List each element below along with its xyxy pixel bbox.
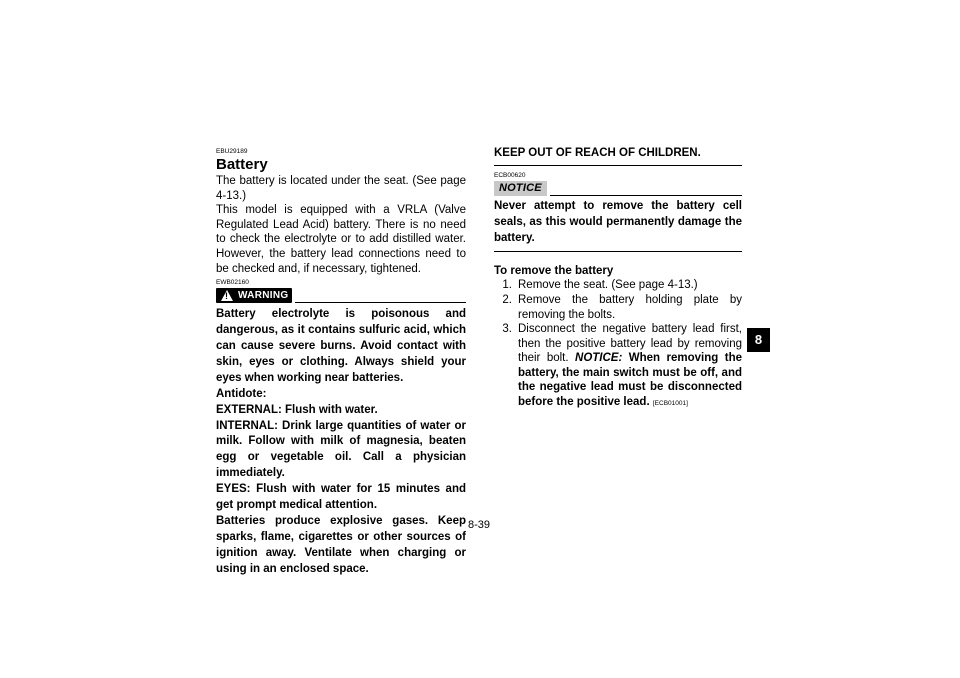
step3-ref-code: [ECB01001]	[652, 400, 688, 408]
notice-rule	[550, 195, 742, 196]
right-column	[494, 146, 742, 412]
warning-label: WARNING	[238, 290, 289, 302]
notice-badge: NOTICE	[494, 181, 547, 196]
notice-text: Never attempt to remove the battery cell seals, as this would permanently damage the battery.	[494, 200, 742, 244]
keep-out-warning: KEEP OUT OF REACH OF CHILDREN.	[494, 146, 742, 166]
chapter-tab: 8	[747, 328, 770, 352]
list-item: 3. Disconnect the negative battery lead first, then the positive battery lead by removing their bolt. NOTICE: When removing the battery, the main switch must be off, and the negative lead must be disconnected before the positive lead. [ECB01001]	[502, 323, 743, 409]
page-number: 8-39	[468, 519, 491, 531]
list-item: 1. Remove the seat. (See page 4-13.)	[502, 279, 698, 292]
notice-header	[494, 181, 742, 196]
remove-battery-title: To remove the battery	[494, 264, 614, 277]
left-column	[216, 148, 466, 578]
warning-code: EWB02160	[216, 279, 249, 287]
external-antidote: EXTERNAL: Flush with water.	[216, 403, 378, 416]
warning-badge	[216, 288, 292, 303]
section-code: EBU29189	[216, 148, 248, 155]
step3-notice: NOTICE: When removing the battery, the main switch must be off, and the negative lead must be disconnected before the positive lead.	[518, 352, 743, 409]
notice-code: ECB00620	[494, 172, 526, 179]
warning-header	[216, 288, 466, 303]
location-paragraph: The battery is located under the seat. (See page 4-13.)	[216, 175, 466, 202]
vrla-paragraph: This model is equipped with a VRLA (Valve Regulated Lead Acid) battery. There is no need to check the electrolyte or to add distilled water. However, the battery lead connections need to be checked and, if necessary, tightened.	[216, 204, 466, 275]
internal-antidote: INTERNAL: Drink large quantities of water or milk. Follow with milk of magnesia, beaten egg or vegetable oil. Call a physician immediately.	[216, 419, 466, 480]
warning-body	[216, 307, 466, 577]
warning-triangle-icon: !	[221, 290, 233, 301]
explosive-gases-warning: Batteries produce explosive gases. Keep sparks, flame, cigarettes or other sources of ignition away. Ventilate when charging or using in an enclosed space.	[216, 514, 466, 575]
removal-steps	[494, 278, 742, 411]
eyes-antidote: EYES: Flush with water for 15 minutes and get prompt medical attention.	[216, 483, 466, 512]
antidote-label: Antidote:	[216, 387, 267, 400]
notice-bottom-rule	[494, 251, 742, 252]
section-title: Battery	[216, 156, 268, 173]
list-item: 2. Remove the battery holding plate by removing the bolts.	[502, 293, 742, 321]
warning-rule	[295, 302, 466, 303]
electrolyte-warning: Battery electrolyte is poisonous and dangerous, as it contains sulfuric acid, which can cause severe burns. Avoid contact with skin, eyes or clothing. Always shield your eyes when working near batteries.	[216, 308, 466, 384]
